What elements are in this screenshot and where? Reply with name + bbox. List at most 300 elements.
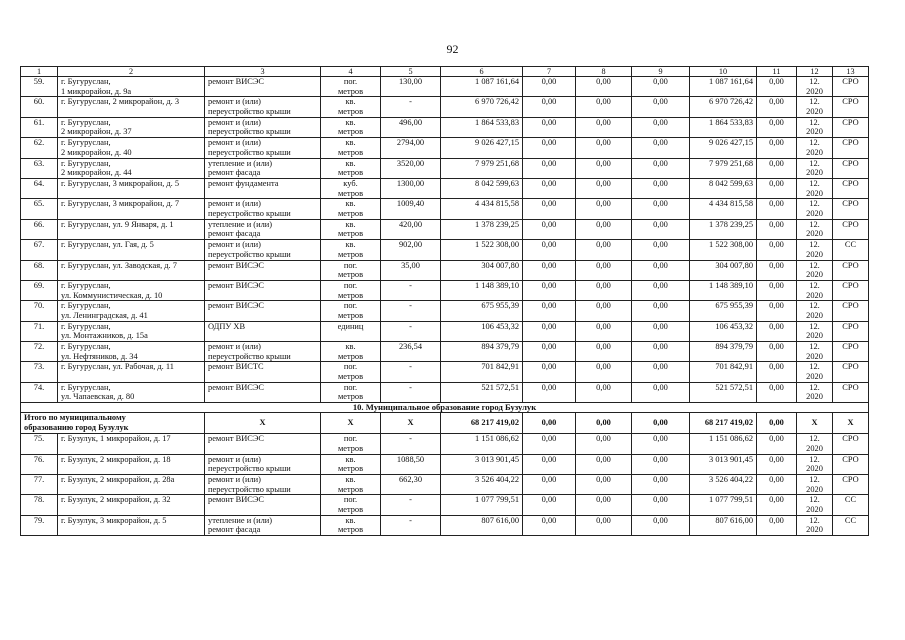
amount-cell: 1 087 161,64 (441, 77, 523, 97)
address-cell (58, 219, 205, 239)
table-row (21, 495, 869, 515)
amount-cell: 1 378 239,25 (441, 219, 523, 239)
deadline-cell (797, 362, 833, 382)
address-cell (58, 199, 205, 219)
cell-line (208, 270, 317, 280)
unit-cell (321, 515, 381, 535)
cell-line: утепление и (или) (208, 219, 273, 229)
amount-cell: 0,00 (757, 454, 797, 474)
address-cell (58, 260, 205, 280)
cell-line: ремонт и (или) (208, 475, 261, 485)
cell-line: 2020 (806, 464, 823, 474)
cell-line: ремонт и (или) (208, 97, 261, 107)
amount-cell: 0,00 (632, 475, 690, 495)
amount-cell: 0,00 (757, 475, 797, 495)
amount-cell: 0,00 (632, 260, 690, 280)
cell-line: метров (337, 229, 364, 239)
cell-line: 2020 (806, 86, 823, 96)
cell-line: ОДПУ ХВ (208, 321, 246, 331)
amount-cell: 0,00 (576, 280, 632, 300)
cell-line (208, 392, 317, 402)
total-cell: 0,00 (757, 413, 797, 434)
amount-cell: 1 864 533,83 (441, 117, 523, 137)
amount-cell: 0,00 (576, 454, 632, 474)
cell-line: 12. (809, 77, 820, 86)
row-number: 62. (21, 138, 58, 158)
method-cell: СРО (833, 280, 869, 300)
cell-line: метров (337, 86, 364, 96)
unit-cell (321, 219, 381, 239)
cell-line: 12. (809, 382, 820, 392)
cell-line: кв. (345, 240, 356, 250)
method-cell: СРО (833, 382, 869, 402)
unit-cell (321, 178, 381, 198)
cell-line: г. Бугуруслан, (61, 301, 111, 311)
amount-cell: 0,00 (632, 280, 690, 300)
unit-cell (321, 475, 381, 495)
total-cell: X (381, 413, 441, 434)
cell-line: 12. (809, 434, 820, 444)
column-number-header: 8 (576, 67, 632, 77)
unit-cell (321, 117, 381, 137)
amount-cell: 807 616,00 (690, 515, 757, 535)
deadline-cell (797, 280, 833, 300)
volume-cell: 2794,00 (381, 138, 441, 158)
cell-line: переустройство крыши (208, 464, 291, 474)
cell-line: ремонт фундамента (208, 178, 279, 188)
amount-cell: 0,00 (576, 434, 632, 454)
address-cell (58, 321, 205, 341)
cell-line: 2020 (806, 525, 823, 535)
cell-line (208, 372, 317, 382)
amount-cell: 0,00 (757, 138, 797, 158)
amount-cell: 1 522 308,00 (441, 240, 523, 260)
cell-line: переустройство крыши (208, 147, 291, 157)
column-number-header: 9 (632, 67, 690, 77)
cell-line: ремонт ВИСЭС (208, 280, 264, 290)
total-cell: 0,00 (576, 413, 632, 434)
amount-cell: 0,00 (576, 199, 632, 219)
amount-cell: 0,00 (757, 434, 797, 454)
deadline-cell (797, 77, 833, 97)
cell-line: пог. (343, 77, 358, 86)
amount-cell: 0,00 (576, 382, 632, 402)
amount-cell: 0,00 (757, 321, 797, 341)
cell-line: метров (337, 392, 364, 402)
work-type-cell (205, 158, 321, 178)
deadline-cell (797, 178, 833, 198)
address-cell (58, 77, 205, 97)
volume-cell: 496,00 (381, 117, 441, 137)
cell-line: Итого по муниципальному (24, 413, 126, 423)
cell-line: переустройство крыши (208, 208, 291, 218)
cell-line: метров (337, 290, 364, 300)
deadline-cell (797, 475, 833, 495)
volume-cell: - (381, 321, 441, 341)
deadline-cell (797, 97, 833, 117)
method-cell: СРО (833, 97, 869, 117)
method-cell: СС (833, 495, 869, 515)
cell-line: г. Бугуруслан, ул. 9 Января, д. 1 (61, 219, 174, 229)
amount-cell: 0,00 (757, 280, 797, 300)
work-type-cell (205, 117, 321, 137)
cell-line: 1 микрорайон, д. 9а (61, 86, 132, 96)
method-cell: СРО (833, 260, 869, 280)
cell-line: 2 микрорайон, д. 44 (61, 168, 132, 178)
method-cell: СРО (833, 454, 869, 474)
cell-line: г. Бузулук, 1 микрорайон, д. 17 (61, 434, 171, 444)
unit-cell (321, 382, 381, 402)
amount-cell: 1 151 086,62 (690, 434, 757, 454)
amount-cell: 0,00 (576, 260, 632, 280)
method-cell: СРО (833, 321, 869, 341)
cell-line: пог. (343, 301, 358, 311)
address-cell (58, 434, 205, 454)
cell-line: ремонт ВИСЭС (208, 434, 264, 444)
work-type-cell (205, 342, 321, 362)
cell-line: ремонт ВИСТС (208, 362, 264, 372)
total-cell: 68 217 419,02 (690, 413, 757, 434)
column-number-header: 5 (381, 67, 441, 77)
address-cell (58, 454, 205, 474)
cell-line (61, 485, 201, 495)
amount-cell: 0,00 (523, 495, 576, 515)
amount-cell: 304 007,80 (441, 260, 523, 280)
cell-line: метров (337, 270, 364, 280)
amount-cell: 0,00 (632, 199, 690, 219)
address-cell (58, 240, 205, 260)
method-cell: СРО (833, 362, 869, 382)
cell-line: кв. (345, 219, 356, 229)
cell-line (208, 505, 317, 515)
method-cell: СРО (833, 199, 869, 219)
volume-cell: 902,00 (381, 240, 441, 260)
cell-line: метров (337, 505, 364, 515)
cell-line (61, 107, 201, 117)
cell-line: 12. (809, 117, 820, 127)
work-type-cell (205, 77, 321, 97)
cell-line: 2020 (806, 290, 823, 300)
cell-line: 2020 (806, 310, 823, 320)
cell-line (208, 311, 317, 321)
amount-cell: 1 077 799,51 (441, 495, 523, 515)
amount-cell: 9 026 427,15 (690, 138, 757, 158)
amount-cell: 0,00 (632, 117, 690, 137)
address-cell (58, 342, 205, 362)
unit-cell (321, 199, 381, 219)
cell-line (208, 444, 317, 454)
work-type-cell (205, 199, 321, 219)
amount-cell: 1 522 308,00 (690, 240, 757, 260)
cell-line (61, 250, 201, 260)
amount-cell: 0,00 (523, 178, 576, 198)
amount-cell: 0,00 (576, 117, 632, 137)
volume-cell: - (381, 280, 441, 300)
cell-line: 12. (809, 342, 820, 352)
work-type-cell (205, 475, 321, 495)
cell-line: переустройство крыши (208, 249, 291, 259)
amount-cell: 0,00 (523, 97, 576, 117)
method-cell: СС (833, 515, 869, 535)
cell-line: г. Бузулук, 2 микрорайон, д. 32 (61, 495, 171, 505)
amount-cell: 0,00 (757, 515, 797, 535)
cell-line: г. Бугуруслан, (61, 280, 111, 290)
row-number: 64. (21, 178, 58, 198)
amount-cell: 0,00 (576, 178, 632, 198)
method-cell: СРО (833, 301, 869, 321)
volume-cell: 236,54 (381, 342, 441, 362)
work-type-cell (205, 321, 321, 341)
method-cell: СРО (833, 138, 869, 158)
row-number: 77. (21, 475, 58, 495)
volume-cell: - (381, 362, 441, 382)
cell-line: г. Бугуруслан, (61, 342, 111, 352)
cell-line (324, 331, 377, 341)
cell-line: 12. (809, 321, 820, 331)
cell-line (208, 291, 317, 301)
cell-line: 2020 (806, 443, 823, 453)
amount-cell: 1 151 086,62 (441, 434, 523, 454)
unit-cell (321, 138, 381, 158)
total-cell: 0,00 (632, 413, 690, 434)
cell-line: метров (337, 127, 364, 137)
amount-cell: 0,00 (632, 382, 690, 402)
column-number-header: 11 (757, 67, 797, 77)
volume-cell: - (381, 382, 441, 402)
unit-cell (321, 77, 381, 97)
amount-cell: 4 434 815,58 (690, 199, 757, 219)
row-number: 78. (21, 495, 58, 515)
amount-cell: 521 572,51 (441, 382, 523, 402)
cell-line: г. Бугуруслан, ул. Гая, д. 5 (61, 240, 154, 250)
amount-cell: 0,00 (632, 158, 690, 178)
cell-line: г. Бугуруслан, (61, 382, 111, 392)
table-row (21, 219, 869, 239)
amount-cell: 0,00 (576, 240, 632, 260)
method-cell: СРО (833, 434, 869, 454)
deadline-cell (797, 219, 833, 239)
cell-line: пог. (343, 434, 358, 444)
volume-cell: 3520,00 (381, 158, 441, 178)
amount-cell: 1 148 389,10 (441, 280, 523, 300)
unit-cell (321, 97, 381, 117)
amount-cell: 675 955,39 (690, 301, 757, 321)
cell-line: ремонт и (или) (208, 454, 261, 464)
amount-cell: 0,00 (523, 362, 576, 382)
cell-line (61, 229, 201, 239)
address-cell (58, 382, 205, 402)
table-row (21, 342, 869, 362)
amount-cell: 0,00 (757, 260, 797, 280)
amount-cell: 0,00 (757, 240, 797, 260)
cell-line: г. Бугуруслан, (61, 321, 111, 331)
volume-cell: 1300,00 (381, 178, 441, 198)
cell-line: кв. (345, 342, 356, 352)
table-row (21, 515, 869, 535)
amount-cell: 7 979 251,68 (441, 158, 523, 178)
cell-line: метров (337, 106, 364, 116)
section-header-row (21, 403, 869, 413)
deadline-cell (797, 434, 833, 454)
amount-cell: 0,00 (576, 158, 632, 178)
cell-line: 2020 (806, 331, 823, 341)
row-number: 74. (21, 382, 58, 402)
deadline-cell (797, 321, 833, 341)
work-type-cell (205, 97, 321, 117)
amount-cell: 0,00 (523, 382, 576, 402)
amount-cell: 0,00 (632, 434, 690, 454)
amount-cell: 0,00 (757, 178, 797, 198)
deadline-cell (797, 158, 833, 178)
address-cell (58, 495, 205, 515)
amount-cell: 0,00 (576, 97, 632, 117)
method-cell: СРО (833, 342, 869, 362)
amount-cell: 0,00 (632, 219, 690, 239)
cell-line: кв. (345, 138, 356, 148)
cell-line: ремонт и (или) (208, 117, 261, 127)
unit-cell (321, 495, 381, 515)
amount-cell: 894 379,79 (441, 342, 523, 362)
cell-line: 2 микрорайон, д. 40 (61, 147, 132, 157)
amount-cell: 807 616,00 (441, 515, 523, 535)
amount-cell: 0,00 (576, 515, 632, 535)
total-cell: X (321, 413, 381, 434)
cell-line: 2020 (806, 484, 823, 494)
address-cell (58, 97, 205, 117)
cell-line: г. Бугуруслан, 3 микрорайон, д. 5 (61, 178, 180, 188)
amount-cell: 0,00 (576, 475, 632, 495)
cell-line (61, 209, 201, 219)
cell-line: 2020 (806, 208, 823, 218)
cell-line: метров (337, 310, 364, 320)
work-type-cell (205, 382, 321, 402)
table-row (21, 158, 869, 178)
cell-line: г. Бугуруслан, ул. Заводская, д. 7 (61, 260, 177, 270)
volume-cell: - (381, 515, 441, 535)
column-number-row (21, 67, 869, 77)
volume-cell: - (381, 301, 441, 321)
amount-cell: 0,00 (632, 138, 690, 158)
cell-line: кв. (345, 515, 356, 525)
work-type-cell (205, 240, 321, 260)
section-title: 10. Муниципальное образование город Бузулук (21, 403, 869, 413)
page-number: 92 (446, 42, 459, 56)
amount-cell: 106 453,32 (441, 321, 523, 341)
table-row (21, 117, 869, 137)
total-cell: 0,00 (523, 413, 576, 434)
volume-cell: 1009,40 (381, 199, 441, 219)
cell-line: ул. Ленинградская, д. 41 (61, 310, 148, 320)
cell-line: образованию город Бузулук (24, 422, 129, 432)
cell-line: метров (337, 249, 364, 259)
method-cell: СРО (833, 219, 869, 239)
amount-cell: 0,00 (757, 342, 797, 362)
work-type-cell (205, 280, 321, 300)
cell-line: г. Бугуруслан, ул. Рабочая, д. 11 (61, 362, 174, 372)
address-cell (58, 362, 205, 382)
amount-cell: 0,00 (632, 362, 690, 382)
volume-cell: - (381, 495, 441, 515)
cell-line (61, 270, 201, 280)
amount-cell: 894 379,79 (690, 342, 757, 362)
amount-cell: 1 077 799,51 (690, 495, 757, 515)
volume-cell: 1088,50 (381, 454, 441, 474)
amount-cell: 0,00 (632, 240, 690, 260)
amount-cell: 106 453,32 (690, 321, 757, 341)
row-number: 75. (21, 434, 58, 454)
cell-line: ремонт фасада (208, 168, 261, 178)
amount-cell: 521 572,51 (690, 382, 757, 402)
row-number: 72. (21, 342, 58, 362)
amount-cell: 8 042 599,63 (441, 178, 523, 198)
amount-cell: 0,00 (757, 158, 797, 178)
cell-line: 2020 (806, 229, 823, 239)
amount-cell: 1 148 389,10 (690, 280, 757, 300)
column-number-header: 1 (21, 67, 58, 77)
cell-line: куб. (343, 178, 358, 188)
total-cell: X (797, 413, 833, 434)
cell-line: 2020 (806, 127, 823, 137)
address-cell (58, 515, 205, 535)
cell-line: 12. (809, 138, 820, 148)
cell-line: 2020 (806, 106, 823, 116)
work-type-cell (205, 362, 321, 382)
amount-cell: 0,00 (576, 301, 632, 321)
cell-line: г. Бугуруслан, (61, 77, 111, 86)
cell-line: г. Бугуруслан, (61, 158, 111, 168)
table-row (21, 382, 869, 402)
cell-line: переустройство крыши (208, 127, 291, 137)
table-row (21, 178, 869, 198)
amount-cell: 0,00 (632, 178, 690, 198)
table-row (21, 280, 869, 300)
amount-cell: 0,00 (576, 321, 632, 341)
cell-line: ул. Нефтяников, д. 34 (61, 351, 138, 361)
total-cell: X (205, 413, 321, 434)
row-number: 71. (21, 321, 58, 341)
cell-line: 12. (809, 475, 820, 485)
amount-cell: 0,00 (523, 434, 576, 454)
cell-line: г. Бугуруслан, (61, 138, 111, 148)
cell-line (208, 331, 317, 341)
volume-cell: - (381, 434, 441, 454)
method-cell: СРО (833, 77, 869, 97)
unit-cell (321, 280, 381, 300)
cell-line: ремонт ВИСЭС (208, 301, 264, 311)
cell-line: 2020 (806, 168, 823, 178)
column-number-header: 6 (441, 67, 523, 77)
unit-cell (321, 260, 381, 280)
cell-line: 12. (809, 199, 820, 209)
cell-line: кв. (345, 475, 356, 485)
deadline-cell (797, 199, 833, 219)
amount-cell: 0,00 (576, 138, 632, 158)
cell-line: ул. Чапаевская, д. 80 (61, 392, 135, 402)
column-number-header: 2 (58, 67, 205, 77)
amount-cell: 0,00 (757, 382, 797, 402)
cell-line: г. Бугуруслан, 2 микрорайон, д. 3 (61, 97, 180, 107)
cell-line (61, 189, 201, 199)
unit-cell (321, 454, 381, 474)
unit-cell (321, 158, 381, 178)
cell-line: пог. (343, 495, 358, 505)
cell-line: ремонт ВИСЭС (208, 495, 264, 505)
cell-line (61, 525, 201, 535)
row-number: 65. (21, 199, 58, 219)
amount-cell: 0,00 (757, 77, 797, 97)
amount-cell: 0,00 (523, 240, 576, 260)
table-row (21, 454, 869, 474)
